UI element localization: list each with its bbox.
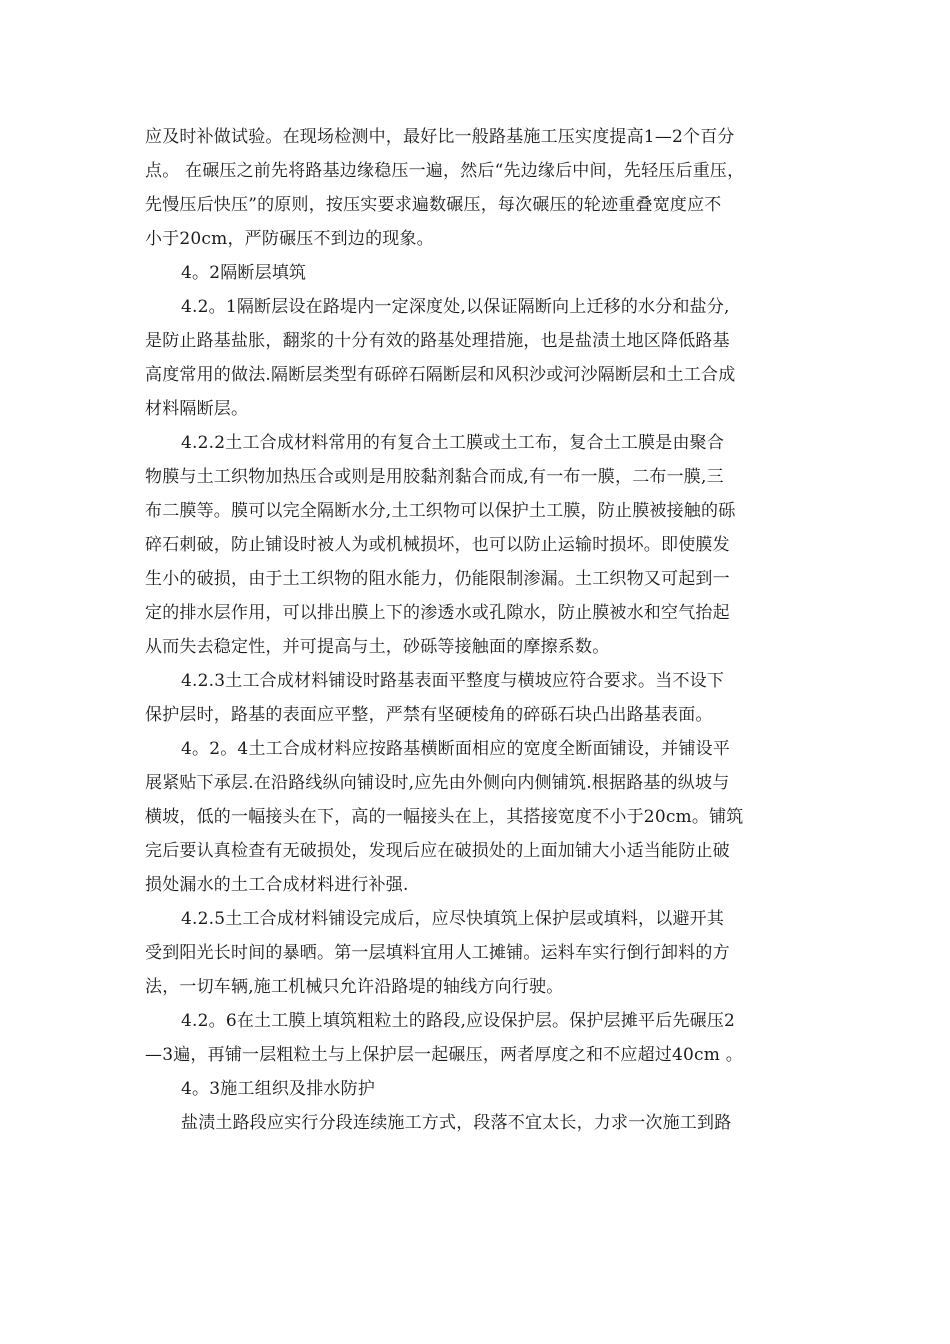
paragraph-line: 高度常用的做法.隔断层类型有砾碎石隔断层和风积沙或河沙隔断层和土工合成 (145, 365, 736, 385)
paragraph-first-line: 4。2隔断层填筑 (181, 263, 307, 283)
paragraph-line: —3遍，再铺一层粗粒土与上保护层一起碾压，两者厚度之和不应超过40cm 。 (145, 1045, 743, 1065)
paragraph-line: 布二膜等。膜可以完全隔断水分,土工织物可以保护土工膜，防止膜被接触的砾 (145, 501, 736, 521)
paragraph-line: 碎石刺破，防止铺设时被人为或机械损坏，也可以防止运输时损坏。即使膜发 (145, 535, 730, 555)
paragraph-line: 物膜与土工织物加热压合或则是用胶黏剂黏合而成,有一布一膜，二布一膜,三 (145, 467, 724, 487)
paragraph-line: 先慢压后快压”的原则，按压实要求遍数碾压，每次碾压的轮迹重叠宽度应不 (145, 195, 722, 215)
paragraph-first-line: 4.2。6在土工膜上填筑粗粒土的路段,应设保护层。保护层摊平后先碾压2 (181, 1011, 736, 1031)
paragraph-line: 完后要认真检查有无破损处，发现后应在破损处的上面加铺大小适当能防止破 (145, 841, 730, 861)
paragraph-line: 横坡，低的一幅接头在下，高的一幅接头在上，其搭接宽度不小于20cm。铺筑 (145, 807, 744, 827)
paragraph-first-line: 4.2.3土工合成材料铺设时路基表面平整度与横坡应符合要求。当不设下 (181, 671, 725, 691)
paragraph-line: 应及时补做试验。在现场检测中，最好比一般路基施工压实度提高1—2个百分 (145, 127, 735, 147)
paragraph-line: 生小的破损，由于土工织物的阻水能力，仍能限制渗漏。土工织物又可起到一 (145, 569, 730, 589)
paragraph-first-line: 4.2。1隔断层设在路堤内一定深度处,以保证隔断向上迁移的水分和盐分, (181, 297, 730, 317)
paragraph-line: 保护层时，路基的表面应平整，严禁有坚硬棱角的碎砾石块凸出路基表面。 (145, 705, 713, 725)
paragraph-line: 损处漏水的土工合成材料进行补强. (145, 875, 409, 895)
paragraph-line: 法，一切车辆,施工机械只允许沿路堤的轴线方向行驶。 (145, 977, 564, 997)
paragraph-line: 是防止路基盐胀，翻浆的十分有效的路基处理措施，也是盐渍土地区降低路基 (145, 331, 730, 351)
body-text (145, 120, 810, 1140)
paragraph-first-line: 盐渍土路段应实行分段连续施工方式，段落不宜太长，力求一次施工到路 (181, 1113, 732, 1133)
paragraph-line: 定的排水层作用，可以排出膜上下的渗透水或孔隙水，防止膜被水和空气抬起 (145, 603, 730, 623)
paragraph-line: 点。 在碾压之前先将路基边缘稳压一遍，然后“先边缘后中间，先轻压后重压， (145, 161, 745, 181)
paragraph-first-line: 4。2。4土工合成材料应按路基横断面相应的宽度全断面铺设，并铺设平 (181, 739, 731, 759)
paragraph-line: 材料隔断层。 (145, 399, 249, 419)
paragraph-line: 受到阳光长时间的暴晒。第一层填料宜用人工摊铺。运料车实行倒行卸料的方 (145, 943, 730, 963)
paragraph-first-line: 4。3施工组织及排水防护 (181, 1079, 376, 1099)
paragraph-line: 展紧贴下承层.在沿路线纵向铺设时,应先由外侧向内侧铺筑.根据路基的纵坡与 (145, 773, 730, 793)
paragraph-line: 从而失去稳定性，并可提高与土，砂砾等接触面的摩擦系数。 (145, 637, 610, 657)
paragraph-first-line: 4.2.2土工合成材料常用的有复合土工膜或土工布，复合土工膜是由聚合 (181, 433, 725, 453)
paragraph-line: 小于20cm，严防碾压不到边的现象。 (145, 229, 434, 249)
paragraph-first-line: 4.2.5土工合成材料铺设完成后，应尽快填筑上保护层或填料，以避开其 (181, 909, 725, 929)
